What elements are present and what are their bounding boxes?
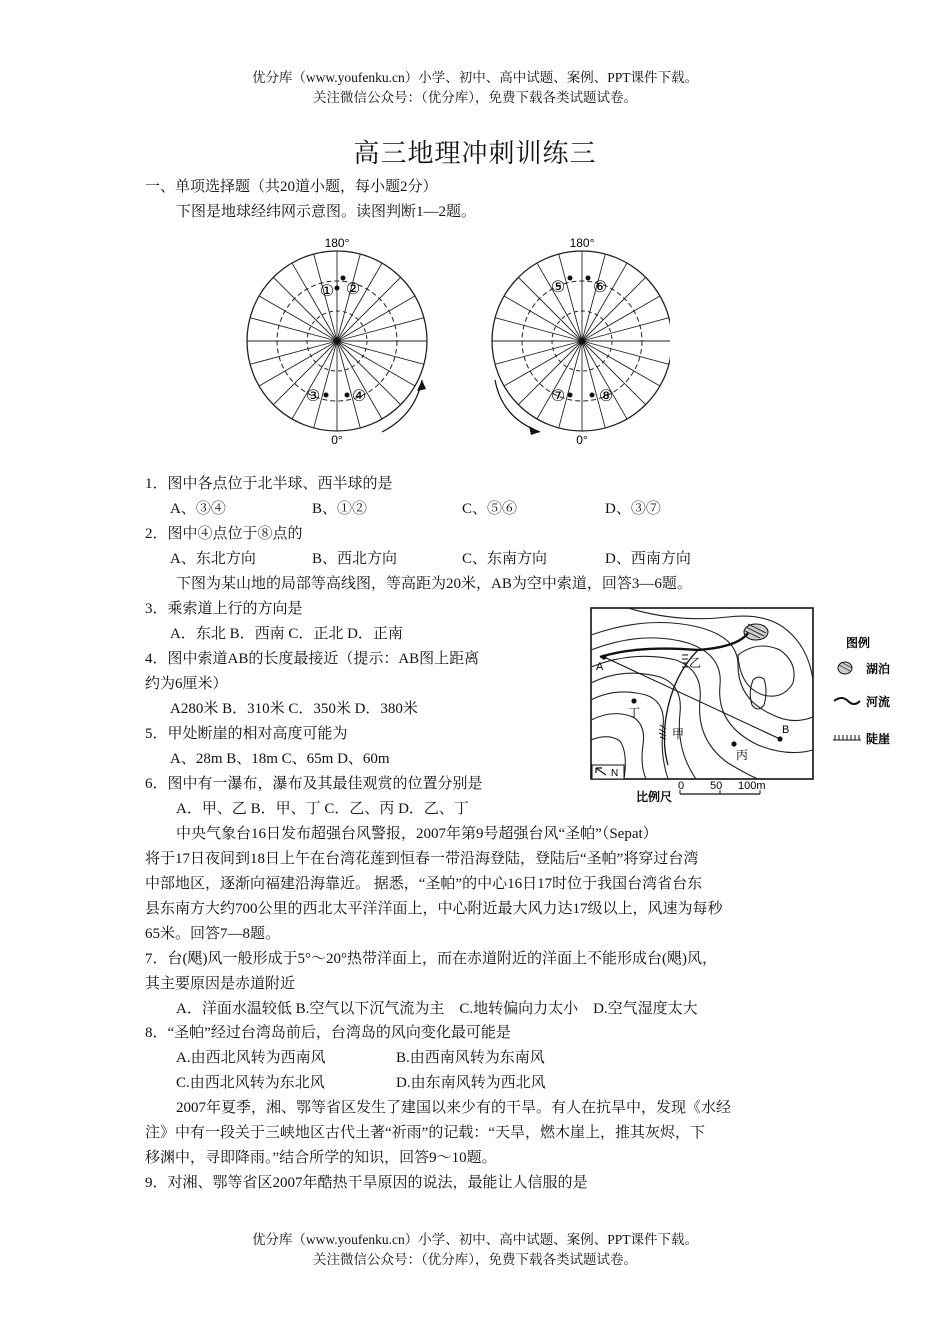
meridian-line	[292, 341, 337, 419]
scale-0: 0	[678, 780, 685, 792]
q7-stem-2: 其主要原因是赤道附近	[145, 976, 296, 992]
passage2-line-3: 中部地区，逐渐向福建沿海靠近。 据悉，“圣帕”的中心16日17时位于我国台湾省台东	[145, 876, 703, 892]
intro-1: 下图是地球经纬网示意图。读图判断1—2题。	[176, 204, 477, 220]
meridian-line	[537, 263, 582, 341]
q1-option-a: A、③④	[170, 501, 226, 517]
right-globe-top-label: 180°	[569, 236, 595, 250]
point-5-dot	[568, 276, 573, 281]
passage3-line-3: 移渊中，寻即降雨。”结合所学的知识，回答9～10题。	[145, 1150, 497, 1166]
legend-river: 河流	[866, 695, 891, 709]
left-globe-bottom-label: 0°	[331, 433, 343, 447]
meridian-line	[495, 318, 582, 341]
q2-option-d: D、西南方向	[605, 551, 691, 567]
meridian-line	[250, 318, 337, 341]
q4-stem-1: 4．图中索道AB的长度最接近（提示：AB图上距离	[145, 651, 480, 667]
meridian-line	[292, 263, 337, 341]
point-3-dot	[324, 393, 329, 398]
lake	[744, 624, 768, 640]
footer-line-1: 优分库（www.youfenku.cn）小学、初中、高中试题、案例、PPT课件下载。	[251, 1232, 699, 1247]
right-rotation-arrow	[495, 380, 540, 432]
passage2-line-4: 县东南方大约700公里的西北太平洋洋面上，中心附近最大风力达17级以上，风速为每秒	[145, 901, 723, 917]
svg-text:N: N	[611, 768, 619, 779]
page-title: 高三地理冲刺训练三	[353, 139, 597, 168]
meridian-line	[582, 254, 608, 341]
meridian-line	[337, 341, 382, 419]
meridian-line	[504, 341, 582, 386]
legend-river-icon	[834, 698, 860, 704]
q5-stem: 5．甲处断崖的相对高度可能为	[145, 726, 348, 742]
q8-stem: 8．“圣帕”经过台湾岛前后，台湾岛的风向变化最可能是	[145, 1025, 511, 1041]
globe-diagrams	[240, 230, 670, 455]
meridian-line	[337, 318, 424, 341]
right-globe-bottom-label: 0°	[576, 433, 588, 447]
q6-options: A．甲、乙 B．甲、丁 C．乙、丙 D．乙、丁	[176, 801, 469, 817]
meridian-line	[504, 296, 582, 341]
meridian-line	[259, 341, 337, 386]
meridian-line	[250, 341, 337, 364]
legend-cliff-icon	[833, 735, 861, 740]
legend-lake: 湖泊	[866, 662, 891, 676]
meridian-line	[495, 341, 582, 364]
meridian-line	[582, 296, 660, 341]
q2-option-c: C、东南方向	[462, 551, 548, 567]
point-6-dot	[586, 276, 591, 281]
footer-line-2: 关注微信公众号：（优分库），免费下载各类试题试卷。	[313, 1252, 637, 1267]
q7-stem-1: 7．台(飓)风一般形成于5°～20°热带洋面上，而在赤道附近的洋面上不能形成台(飓)风，	[145, 951, 717, 967]
q6-stem: 6．图中有一瀑布，瀑布及其最佳观赏的位置分别是	[145, 776, 483, 792]
legend-cliff: 陡崖	[866, 732, 891, 746]
scale-label: 比例尺	[636, 790, 673, 804]
q7-options: A．洋面水温较低 B.空气以下沉气流为主 C.地转偏向力太小 D.空气湿度太大	[176, 1001, 698, 1017]
meridian-line	[582, 263, 627, 341]
meridian-line	[337, 296, 415, 341]
point-6-label: ⑥	[592, 279, 608, 296]
point-4-label: ④	[351, 388, 367, 405]
header-line-2: 关注微信公众号：（优分库），免费下载各类试题试卷。	[313, 90, 637, 105]
q8-option-a: A.由西北风转为西南风	[176, 1050, 326, 1066]
meridian-line	[337, 263, 382, 341]
scale-50: 50	[710, 780, 723, 792]
left-globe	[247, 236, 427, 447]
meridian-line	[559, 341, 582, 428]
q1-option-b: B、①②	[312, 501, 368, 517]
q4-stem-2: 约为6厘米）	[145, 676, 228, 692]
left-rotation-arrow	[382, 380, 422, 432]
meridian-line	[582, 341, 605, 428]
bing-dot	[731, 741, 736, 746]
point-4-dot	[345, 393, 350, 398]
meridian-line	[559, 254, 582, 341]
ding-dot	[631, 698, 636, 703]
passage2-line-5: 65米。回答7—8题。	[145, 926, 281, 942]
meridian-line	[337, 341, 415, 386]
header-line-1: 优分库（www.youfenku.cn）小学、初中、高中试题、案例、PPT课件下载。	[251, 70, 699, 85]
scale-100: 100m	[738, 780, 766, 792]
q1-stem: 1．图中各点位于北半球、西半球的是	[145, 476, 393, 492]
meridian-line	[582, 341, 660, 386]
intro-2: 下图为某山地的局部等高线图，等高距为20米，AB为空中索道，回答3—6题。	[176, 576, 692, 592]
label-jia: 甲	[672, 727, 685, 741]
label-ding: 丁	[628, 706, 641, 720]
q8-option-d: D.由东南风转为西北风	[396, 1075, 546, 1091]
q1-option-c: C、⑤⑥	[462, 501, 518, 517]
label-b: B	[782, 724, 790, 736]
right-globe	[492, 236, 670, 447]
passage2-line-2: 将于17日夜间到18日上午在台湾花莲到恒春一带沿海登陆，登陆后“圣帕”将穿过台湾	[145, 851, 699, 867]
point-2-dot	[335, 286, 340, 291]
q2-option-b: B、西北方向	[312, 551, 398, 567]
meridian-line	[259, 296, 337, 341]
meridian-line	[582, 277, 646, 341]
q2-stem: 2．图中④点位于⑧点的	[145, 526, 303, 542]
point-3-label: ③	[305, 388, 321, 405]
point-1-dot	[341, 276, 346, 281]
passage3-line-1: 2007年夏季，湘、鄂等省区发生了建国以来少有的干旱。有人在抗旱中，发现《水经	[176, 1100, 732, 1116]
q4-options: A280米 B．310米 C．350米 D．380米	[170, 701, 418, 717]
passage3-line-2: 注》中有一段关于三峡地区古代土著“祈雨”的记载：“天旱，燃木崖上，推其灰烬，下	[145, 1125, 705, 1141]
left-globe-top-label: 180°	[324, 236, 350, 250]
q1-option-d: D、③⑦	[605, 501, 661, 517]
q8-option-b: B.由西南风转为东南风	[396, 1050, 545, 1066]
point-1-label: ①	[319, 283, 335, 300]
legend-title: 图例	[846, 636, 871, 650]
point-8-label: ⑧	[598, 388, 614, 405]
label-bing: 丙	[736, 748, 749, 762]
passage2-line-1: 中央气象台16日发布超强台风警报，2007年第9号超强台风“圣帕”（Sepat）	[176, 826, 658, 842]
q3-stem: 3．乘索道上行的方向是	[145, 601, 303, 617]
label-yi: 乙	[689, 656, 702, 670]
q9-stem: 9．对湘、鄂等省区2007年酷热干旱原因的说法，最能让人信服的是	[145, 1175, 588, 1191]
label-a: A	[596, 661, 604, 673]
contour-map	[588, 605, 908, 810]
point-7-label: ⑦	[550, 388, 566, 405]
point-7-dot	[568, 393, 573, 398]
point-2-label: ②	[345, 281, 361, 298]
section-heading: 一、单项选择题（共20道小题，每小题2分）	[145, 179, 438, 195]
meridian-line	[582, 341, 627, 419]
north-arrow-icon	[592, 765, 624, 779]
meridian-line	[337, 341, 360, 428]
meridian-line	[582, 318, 669, 341]
q5-options: A、28m B、18m C、65m D、60m	[170, 751, 390, 767]
q2-option-a: A、东北方向	[170, 551, 256, 567]
point-5-label: ⑤	[550, 279, 566, 296]
meridian-line	[314, 341, 337, 428]
point-8-dot	[590, 393, 595, 398]
meridian-line	[582, 341, 669, 364]
meridian-line	[337, 341, 424, 364]
q8-option-c: C.由西北风转为东北风	[176, 1075, 325, 1091]
q3-options: A．东北 B．西南 C．正北 D．正南	[170, 626, 403, 642]
meridian-line	[537, 341, 582, 419]
